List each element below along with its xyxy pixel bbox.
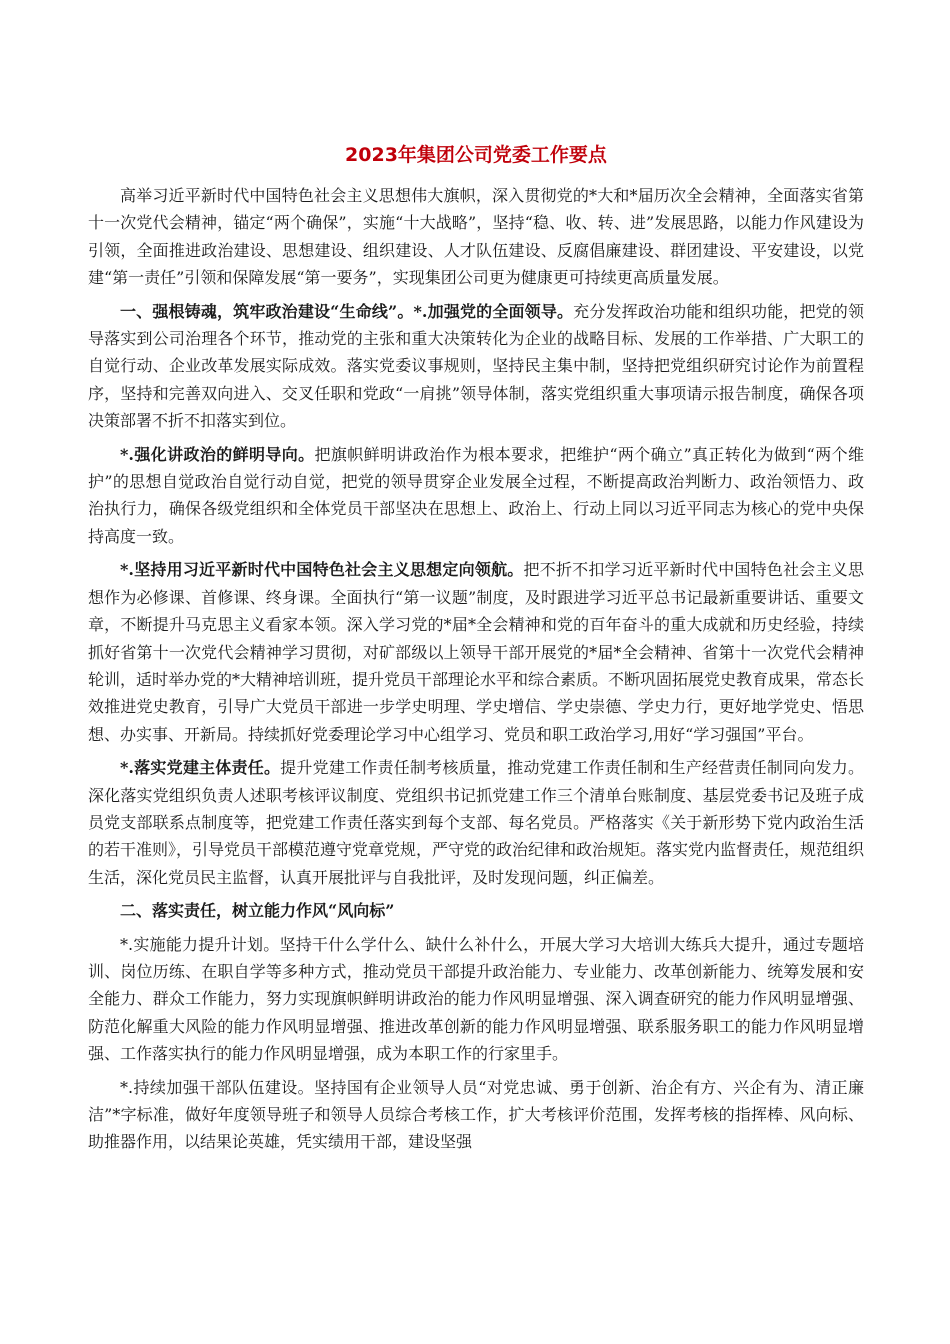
paragraph-body: 提升党建工作责任制考核质量，推动党建工作责任制和生产经营责任制同向发力。深化落实党组织负责人述职考核评议制度、党组织书记抓党建工作三个清单台账制度、基层党委书记及班子成员党支部联系点制度等，把党建工作责任落实到每个支部、每名党员。严格落实《关于新形势下党内政治生活的若干准则》，引导党员干部模范遵守党章党规，严守党的政治纪律和政治规矩。落实党内监督责任，规范组织生活，深化党员民主监督，认真开展批评与自我批评，及时发现问题，纠正偏差。 bbox=[88, 758, 865, 887]
paragraph-body: *.实施能力提升计划。坚持干什么学什么、缺什么补什么，开展大学习大培训大练兵大提升，通过专题培训、岗位历练、在职自学等多种方式，推动党员干部提升政治能力、专业能力、改革创新能力、统筹发展和安全能力、群众工作能力，努力实现旗帜鲜明讲政治的能力作风明显增强、深入调查研究的能力作风明显增强、防范化解重大风险的能力作风明显增强、推进改革创新的能力作风明显增强、联系服务职工的能力作风明显增强、工作落实执行的能力作风明显增强，成为本职工作的行家里手。 bbox=[88, 934, 864, 1064]
paragraph-body: 把不折不扣学习近平新时代中国特色社会主义思想作为必修课、首修课、终身课。全面执行“第一议题”制度，及时跟进学习近平总书记最新重要讲话、重要文章，不断提升马克思主义看家本领。深入学习党的*届*全会精神和党的百年奋斗的重大成就和历史经验，持续抓好省第十一次党代会精神学习贯彻，对矿部级以上领导干部开展党的*届*全会精神、省第十一次党代会精神轮训，适时举办党的*大精神培训班，提升党员干部理论水平和综合素质。不断巩固拓展党史教育成果，常态长效推进党史教育，引导广大党员干部进一步学史明理、学史增信、学史崇德、学史力行，更好地学党史、悟思想、办实事、开新局。持续抓好党委理论学习中心组学习、党员和职工政治学习,用好“学习强国”平台。 bbox=[88, 560, 865, 744]
paragraph-intro bbox=[88, 182, 864, 292]
paragraph-body: 把旗帜鲜明讲政治作为根本要求，把维护“两个确立”真正转化为做到“两个维护”的思想自觉政治自觉行动自觉，把党的领导贯穿企业发展全过程，不断提高政治判断力、政治领悟力、政治执行力，确保各级党组织和全体党员干部坚决在思想上、政治上、行动上同以习近平同志为核心的党中央保持高度一致。 bbox=[88, 444, 864, 546]
paragraph-ability bbox=[88, 931, 864, 1068]
paragraph-thought bbox=[88, 556, 864, 748]
paragraph-lead: *.坚持用习近平新时代中国特色社会主义思想定向领航。 bbox=[120, 560, 524, 580]
paragraph-lead: *.强化讲政治的鲜明导向。 bbox=[120, 444, 315, 464]
paragraph-politics bbox=[88, 441, 864, 551]
paragraph-responsibility bbox=[88, 754, 864, 891]
section-heading-2: 二、落实责任，树立能力作风“风向标” bbox=[120, 901, 395, 921]
document-page bbox=[88, 140, 864, 1162]
document-title: 2023年集团公司党委工作要点 bbox=[345, 144, 607, 166]
paragraph-section-1 bbox=[88, 298, 864, 435]
paragraph-body: *.持续加强干部队伍建设。坚持国有企业领导人员“对党忠诚、勇于创新、治企有方、兴企有为、清正廉洁”*字标准，做好年度领导班子和领导人员综合考核工作，扩大考核评价范围，发挥考核的指挥棒、风向标、助推器作用，以结果论英雄，凭实绩用干部，建设坚强 bbox=[88, 1077, 864, 1152]
paragraph-lead: *.落实党建主体责任。 bbox=[120, 758, 281, 778]
paragraph-lead: 一、强根铸魂，筑牢政治建设“生命线”。*.加强党的全面领导。 bbox=[120, 301, 574, 321]
paragraph-body: 充分发挥政治功能和组织功能，把党的领导落实到公司治理各个环节，推动党的主张和重大决策转化为企业的战略目标、发展的工作举措、广大职工的自觉行动、企业改革发展实际成效。落实党委议事规则，坚持民主集中制，坚持把党组织研究讨论作为前置程序，坚持和完善双向进入、交叉任职和党政“一肩挑”领导体制，落实党组织重大事项请示报告制度，确保各项决策部署不折不扣落实到位。 bbox=[88, 301, 864, 431]
paragraph-body: 高举习近平新时代中国特色社会主义思想伟大旗帜，深入贯彻党的*大和*届历次全会精神，全面落实省第十一次党代会精神，锚定“两个确保”，实施“十大战略”，坚持“稳、收、转、进”发展思路，以能力作风建设为引领，全面推进政治建设、思想建设、组织建设、人才队伍建设、反腐倡廉建设、群团建设、平安建设，以党建“第一责任”引领和保障发展“第一要务”，实现集团公司更为健康更可持续更高质量发展。 bbox=[88, 186, 864, 288]
paragraph-cadre bbox=[88, 1074, 864, 1156]
